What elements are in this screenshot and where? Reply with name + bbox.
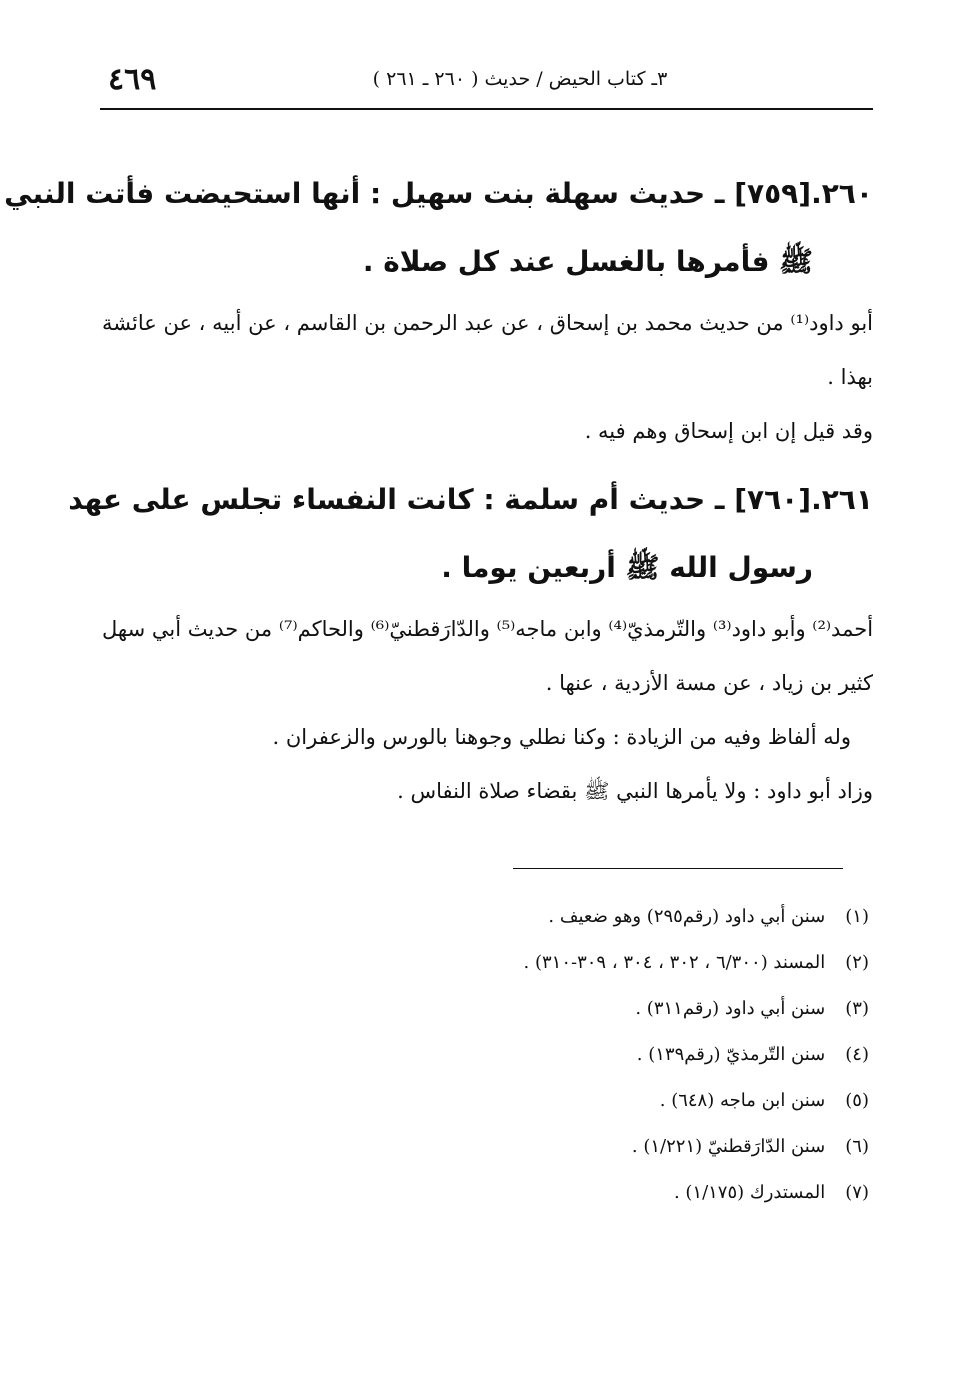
footnotes xyxy=(102,894,869,1216)
footnote-text: سنن التّرمذيّ (رقم١٣٩) . xyxy=(636,1044,826,1065)
hadith-title-line: ٢٦٠.[٧٥٩] ـ حديث سهلة بنت سهيل : أنها استحيضت فأتت النبي xyxy=(4,177,873,210)
footnote xyxy=(102,1032,869,1078)
main-text xyxy=(4,160,874,818)
hadith-title xyxy=(68,466,873,602)
paragraph: وقد قيل إن ابن إسحاق وهم فيه . xyxy=(584,419,873,443)
paragraph: أحمد⁽²⁾ وأبو داود⁽³⁾ والتّرمذيّ⁽⁴⁾ وابن ماجه⁽⁵⁾ والدّارَقطنيّ⁽⁶⁾ والحاكم⁽⁷⁾ من حديث أبي سهل كثير بن زياد ، عن مسة الأزدية ، عنها . xyxy=(102,617,874,695)
footnote-text: المستدرك (١/١٧٥) . xyxy=(673,1182,826,1203)
footnote xyxy=(102,940,869,986)
footnote xyxy=(102,1170,869,1216)
footnote xyxy=(102,1124,869,1170)
footnote xyxy=(102,1078,869,1124)
footnote-text: المسند (٦/٣٠٠ ، ٣٠٢ ، ٣٠٤ ، ٣٠٩-٣١٠) . xyxy=(523,952,826,973)
hadith-title-line: ﷺ فأمرها بالغسل عند كل صلاة . xyxy=(362,245,813,278)
footnote xyxy=(102,894,869,940)
hadith-title-line: رسول الله ﷺ أربعين يوما . xyxy=(441,551,813,584)
footnote-text: سنن أبي داود (رقم٣١١) . xyxy=(635,998,826,1019)
hadith-title xyxy=(4,160,873,296)
footnote-separator xyxy=(513,868,843,869)
hadith-title-line: ٢٦١.[٧٦٠] ـ حديث أم سلمة : كانت النفساء تجلس على عهد xyxy=(68,483,873,516)
header-rule xyxy=(100,108,873,110)
hadith-entry-261 xyxy=(68,466,874,818)
footnote-number: (٤) xyxy=(845,1044,869,1065)
footnote-number: (٦) xyxy=(845,1136,869,1157)
paragraph: أبو داود⁽¹⁾ من حديث محمد بن إسحاق ، عن عبد الرحمن بن القاسم ، عن أبيه ، عن عائشة بهذا . xyxy=(102,311,873,389)
footnote xyxy=(102,986,869,1032)
hadith-entry-260 xyxy=(4,160,873,458)
footnote-number: (٧) xyxy=(845,1182,869,1203)
paragraph: وله ألفاظ وفيه من الزيادة : وكنا نطلي وجوهنا بالورس والزعفران . xyxy=(272,725,851,749)
footnote-text: سنن ابن ماجه (٦٤٨) . xyxy=(659,1090,826,1111)
footnote-number: (١) xyxy=(845,906,869,927)
running-title: ٣ـ كتاب الحيض / حديث ( ٢٦٠ ـ ٢٦١ ) xyxy=(372,68,668,90)
footnote-number: (٣) xyxy=(845,998,869,1019)
footnote-text: سنن الدّارَقطنيّ (١/٢٢١) . xyxy=(631,1136,826,1157)
page-number: ٤٦٩ xyxy=(108,62,157,97)
footnote-number: (٢) xyxy=(845,952,869,973)
footnote-text: سنن أبي داود (رقم٢٩٥) وهو ضعيف . xyxy=(548,906,826,927)
running-header xyxy=(100,62,873,106)
footnote-number: (٥) xyxy=(845,1090,869,1111)
paragraph: وزاد أبو داود : ولا يأمرها النبي ﷺ بقضاء صلاة النفاس . xyxy=(397,779,873,803)
